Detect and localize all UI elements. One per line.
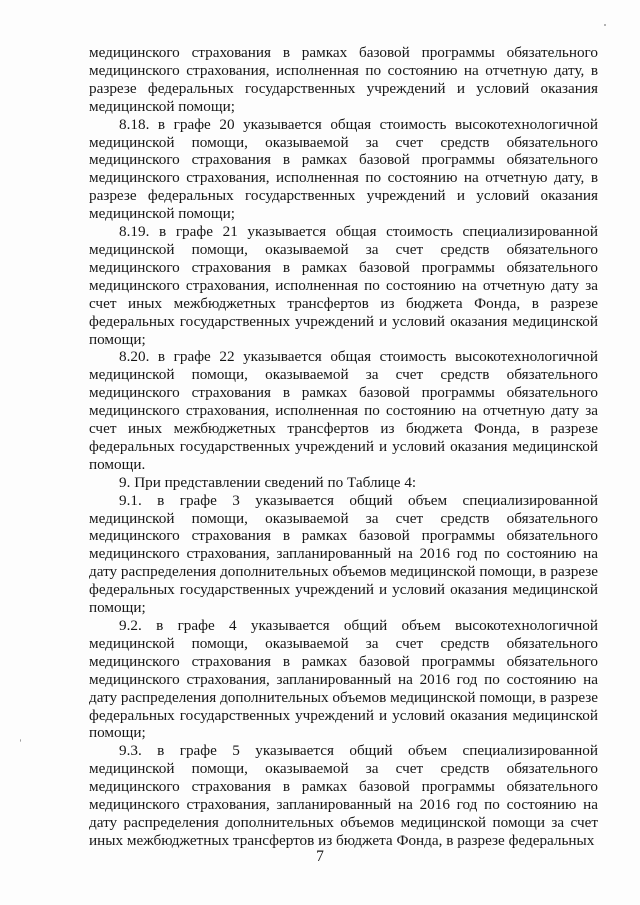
page-number: 7 xyxy=(316,848,324,865)
scan-speck xyxy=(20,739,21,742)
scan-speck xyxy=(604,24,606,26)
paragraph-8-20: 8.20. в графе 22 указывается общая стоимость высокотехнологичной медицинской помощи, оказываемой за счет средств обязательного медицинского страхования в рамках базовой программы обязательного медицинского страхования, исполненная по состоянию на отчетную дату за счет иных межбюджетных трансфертов из бюджета Фонда, в разрезе федеральных государственных учреждений и условий оказания медицинской помощи. xyxy=(89,348,598,473)
paragraph-9-heading: 9. При представлении сведений по Таблице 4: xyxy=(119,473,417,491)
paragraph-9-3: 9.3. в графе 5 указывается общий объем специализированной медицинской помощи, оказываемой за счет средств обязательного медицинского страхования в рамках базовой программы обязательного медицинского страхования, запланированный на 2016 год по состоянию на дату распределения дополнительных объемов медицинской помощи за счет иных межбюджетных трансфертов из бюджета Фонда, в разрезе федеральных xyxy=(89,742,598,849)
paragraph-8-18: 8.18. в графе 20 указывается общая стоимость высокотехнологичной медицинской помощи, оказываемой за счет средств обязательного медицинского страхования в рамках базовой программы обязательного медицинского страхования, исполненная по состоянию на отчетную дату, в разрезе федеральных государственных учреждений и условий оказания медицинской помощи; xyxy=(89,115,598,223)
paragraph-8-19: 8.19. в графе 21 указывается общая стоимость специализированной медицинской помощи, оказываемой за счет средств обязательного медицинского страхования в рамках базовой программы обязательного медицинского страхования, исполненная по состоянию на отчетную дату за счет иных межбюджетных трансфертов из бюджета Фонда, в разрезе федеральных государственных учреждений и условий оказания медицинской помощи; xyxy=(89,223,598,348)
paragraph-9-1: 9.1. в графе 3 указывается общий объем специализированной медицинской помощи, оказываемой за счет средств обязательного медицинского страхования в рамках базовой программы обязательного медицинского страхования, запланированный на 2016 год по состоянию на дату распределения дополнительных объемов медицинской помощи, в разрезе федеральных государственных учреждений и условий оказания медицинской помощи; xyxy=(89,491,598,617)
body-text xyxy=(89,44,598,850)
paragraph-continuation: медицинского страхования в рамках базовой программы обязательного медицинского страхования, исполненная по состоянию на отчетную дату, в разрезе федеральных государственных учреждений и условий оказания медицинской помощи; xyxy=(89,44,598,115)
paragraph-9-2: 9.2. в графе 4 указывается общий объем высокотехнологичной медицинской помощи, оказываемой за счет средств обязательного медицинского страхования в рамках базовой программы обязательного медицинского страхования, запланированный на 2016 год по состоянию на дату распределения дополнительных объемов медицинской помощи, в разрезе федеральных государственных учреждений и условий оказания медицинской помощи; xyxy=(89,617,598,742)
